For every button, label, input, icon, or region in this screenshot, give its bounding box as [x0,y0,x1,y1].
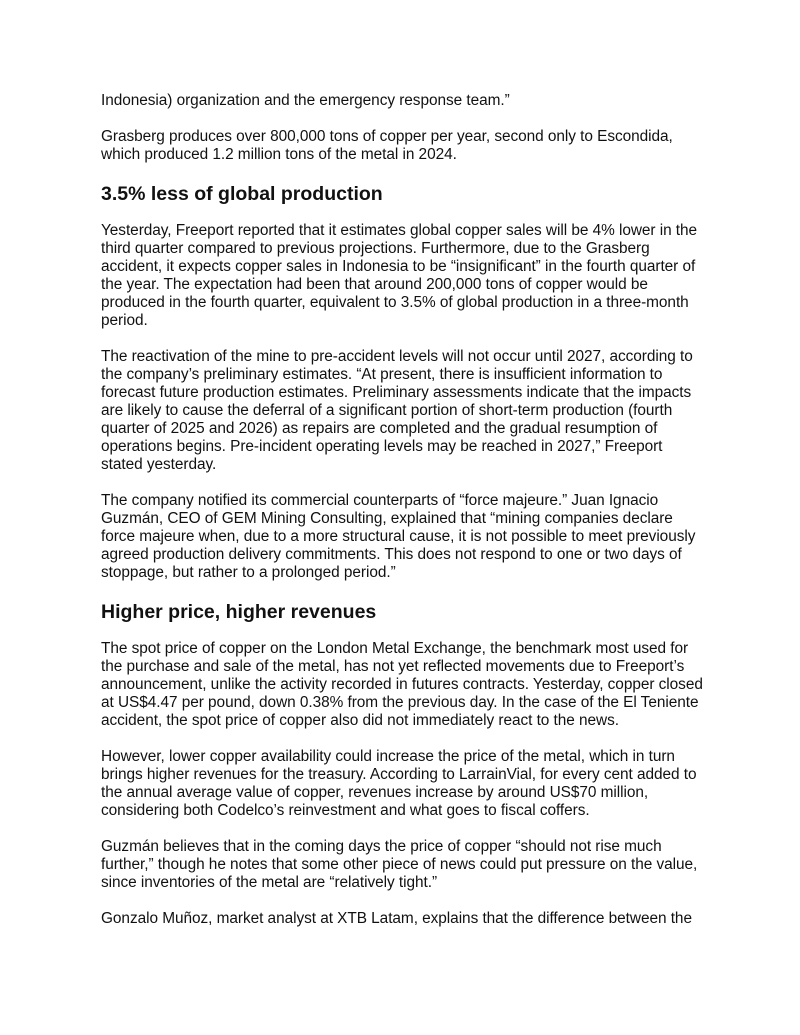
paragraph: Gonzalo Muñoz, market analyst at XTB Latam, explains that the difference between the [101,910,692,927]
paragraph: The spot price of copper on the London Metal Exchange, the benchmark most used for the purchase and sale of the metal, has not yet reflected movements due to Freeport’s announcement, unlike the activity recorded in futures contracts. Yesterday, copper closed at US$4.47 per pound, down 0.38% from the previous day. In the case of the El Teniente accident, the spot price of copper also did not immediately react to the news. [101,640,703,729]
paragraph: Grasberg produces over 800,000 tons of copper per year, second only to Escondida, which produced 1.2 million tons of the metal in 2024. [101,128,673,163]
paragraph: Indonesia) organization and the emergency response team.” [101,92,510,109]
paragraph: Yesterday, Freeport reported that it estimates global copper sales will be 4% lower in the third quarter compared to previous projections. Furthermore, due to the Grasberg accident, it expects copper sales in Indonesia to be “insignificant” in the fourth quarter of the year. The expectation had been that around 200,000 tons of copper would be produced in the fourth quarter, equivalent to 3.5% of global production in a three-month period. [101,222,698,329]
section-heading: Higher price, higher revenues [101,601,377,623]
paragraph: The company notified its commercial counterparts of “force majeure.” Juan Ignacio Guzmán, CEO of GEM Mining Consulting, explained that “mining companies declare force majeure when, due to a more structural cause, it is not possible to meet previously agreed production delivery commitments. This does not respond to one or two days of stoppage, but rather to a prolonged period.” [101,492,696,581]
article-body [101,92,703,946]
paragraph: However, lower copper availability could increase the price of the metal, which in turn brings higher revenues for the treasury. According to LarrainVial, for every cent added to the annual average value of copper, revenues increase by around US$70 million, considering both Codelco’s reinvestment and what goes to fiscal coffers. [101,748,697,819]
paragraph: Guzmán believes that in the coming days the price of copper “should not rise much further,” though he notes that some other piece of news could put pressure on the value, since inventories of the metal are “relatively tight.” [101,838,698,891]
section-heading: 3.5% less of global production [101,183,383,205]
paragraph: The reactivation of the mine to pre-accident levels will not occur until 2027, according to the company’s preliminary estimates. “At present, there is insufficient information to forecast future production estimates. Preliminary assessments indicate that the impacts are likely to cause the deferral of a significant portion of short-term production (fourth quarter of 2025 and 2026) as repairs are completed and the gradual resumption of operations begins. Pre-incident operating levels may be reached in 2027,” Freeport stated yesterday. [101,348,693,473]
